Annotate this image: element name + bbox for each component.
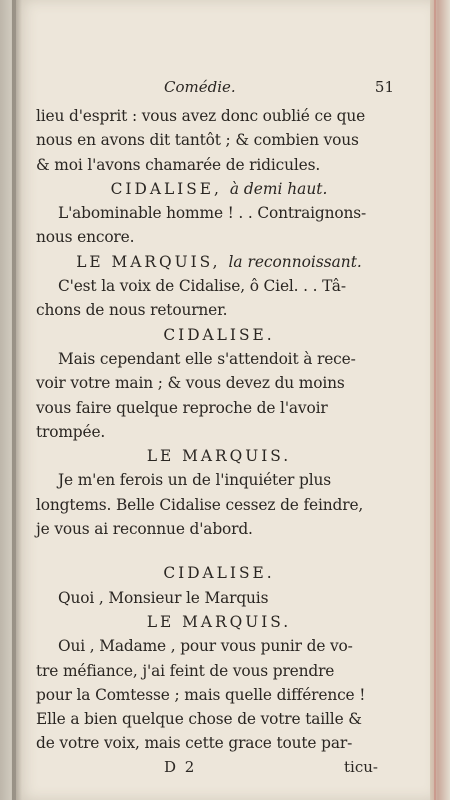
speaker-name: CIDALISE. xyxy=(163,325,275,344)
text-line: tre méfiance, j'ai feint de vous prendre xyxy=(36,661,335,680)
speaker-heading xyxy=(36,444,402,468)
text-line: Mais cependant elle s'attendoit à rece- xyxy=(58,349,356,368)
text-line: Oui , Madame , pour vous punir de vo- xyxy=(58,637,353,656)
paragraph-gap xyxy=(36,541,402,561)
page-fore-edge xyxy=(430,0,450,800)
book-page xyxy=(16,0,430,800)
stage-direction: la reconnoissant. xyxy=(228,252,362,271)
text-line: Elle a bien quelque chose de votre taille & xyxy=(36,710,362,729)
page-body xyxy=(36,104,402,756)
text-line: trompée. xyxy=(36,422,106,441)
text-line: je vous ai reconnue d'abord. xyxy=(36,520,253,539)
text-line: chons de nous retourner. xyxy=(36,301,228,320)
speaker-name: LE MARQUIS, xyxy=(76,252,221,271)
page-header xyxy=(36,74,402,104)
speaker-heading xyxy=(36,323,402,347)
text-line: C'est la voix de Cidalise, ô Ciel. . . Tâ- xyxy=(58,277,346,296)
page-number: 51 xyxy=(374,78,394,96)
page-footer xyxy=(36,756,402,780)
binding-gutter xyxy=(12,0,22,800)
speaker-heading xyxy=(36,610,402,634)
text-line: nous en avons dit tantôt ; & combien vous xyxy=(36,131,359,150)
text-line: longtems. Belle Cidalise cessez de feindre, xyxy=(36,495,364,514)
speaker-heading xyxy=(36,561,402,585)
text-line: vous faire quelque reproche de l'avoir xyxy=(36,398,328,417)
signature-mark: D 2 xyxy=(164,757,197,776)
text-line: L'abominable homme ! . . Contraignons- xyxy=(58,204,367,223)
speaker-name: CIDALISE. xyxy=(163,564,275,583)
text-line: de votre voix, mais cette grace toute par- xyxy=(36,734,353,753)
text-line: nous encore. xyxy=(36,228,135,247)
text-line: & moi l'avons chamarée de ridicules. xyxy=(36,155,321,174)
text-line: voir votre main ; & vous devez du moins xyxy=(36,374,345,393)
speaker-name: LE MARQUIS. xyxy=(146,612,292,631)
running-title: Comédie. xyxy=(164,78,236,96)
page-text-block xyxy=(36,74,402,780)
speaker-name: CIDALISE, xyxy=(110,179,222,198)
speaker-heading xyxy=(36,177,402,201)
text-line: lieu d'esprit : vous avez donc oublié ce que xyxy=(36,107,366,125)
speaker-name: LE MARQUIS. xyxy=(146,447,292,466)
text-line: pour la Comtesse ; mais quelle différence ! xyxy=(36,685,366,704)
catchword: ticu- xyxy=(344,757,378,776)
text-line: Quoi , Monsieur le Marquis xyxy=(58,588,269,607)
stage-direction: à demi haut. xyxy=(229,179,328,198)
text-line: Je m'en ferois un de l'inquiéter plus xyxy=(58,471,331,490)
speaker-heading xyxy=(36,250,402,274)
